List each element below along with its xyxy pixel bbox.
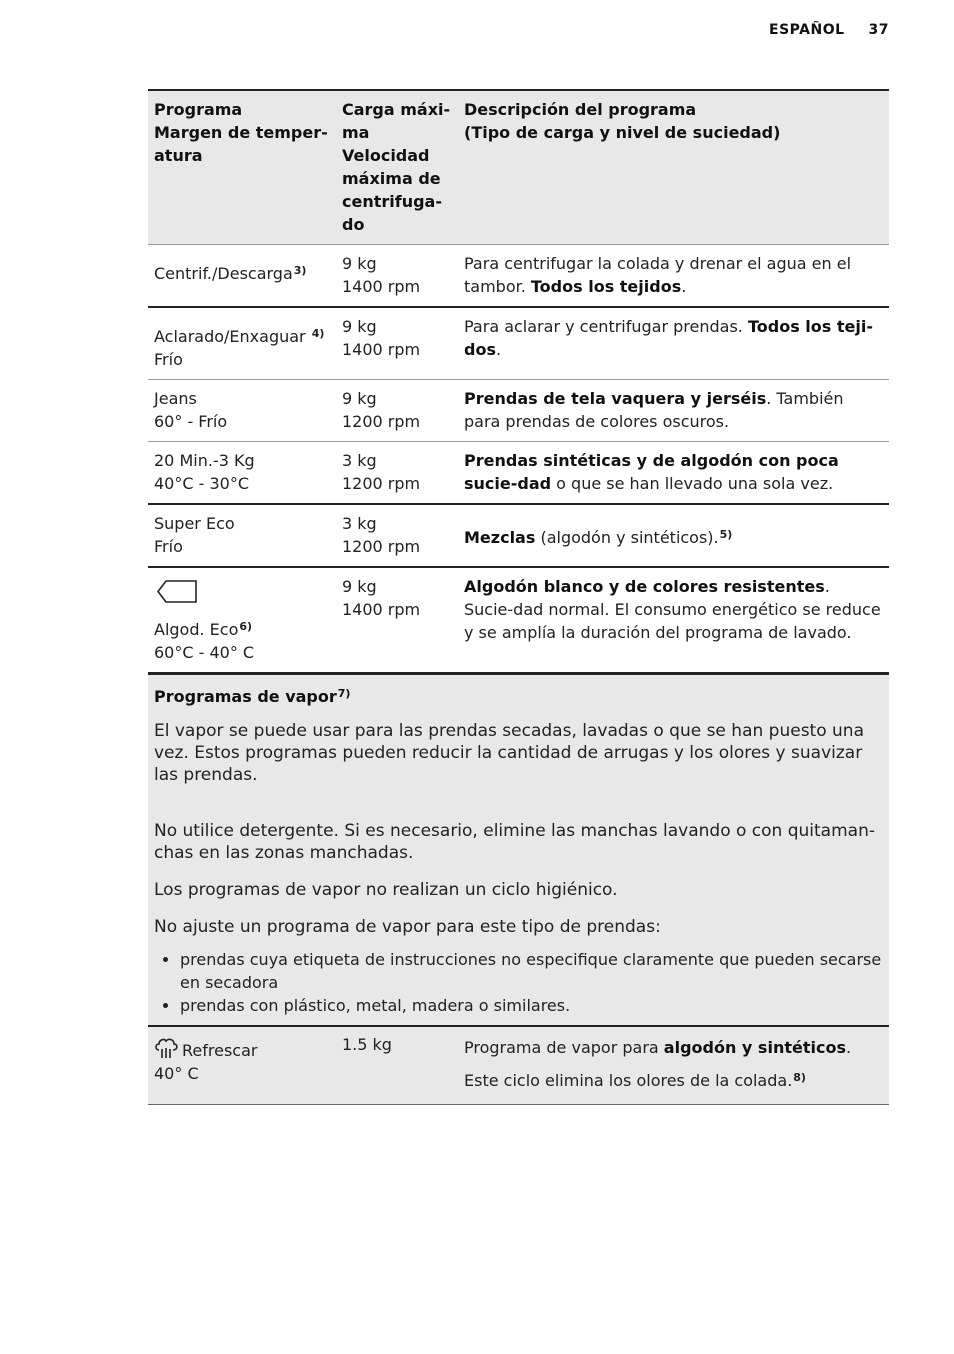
programs-table — [148, 89, 889, 1105]
steam-icon — [154, 1037, 178, 1059]
program-temp: 40° C — [154, 1064, 199, 1083]
table-row — [148, 245, 889, 308]
program-speed: 1400 rpm — [342, 277, 421, 296]
program-cell — [148, 505, 336, 566]
load-cell — [336, 245, 458, 306]
load-cell — [336, 442, 458, 503]
program-cell — [148, 568, 336, 672]
program-speed: 1200 rpm — [342, 412, 421, 431]
eco-label-icon — [156, 579, 198, 605]
table-header-row — [148, 91, 889, 245]
table-row-refrescar — [148, 1027, 889, 1105]
program-name: Centrif./Descarga$^{3)}$ — [154, 264, 307, 283]
header-programa: Programa Margen de temper- atura — [154, 100, 328, 165]
program-name: Jeans — [154, 389, 197, 408]
program-temp: 60° - Frío — [154, 412, 228, 431]
program-load: 3 kg — [342, 451, 377, 470]
program-temp: 40°C - 30°C — [154, 474, 250, 493]
footnote-ref: 5) — [719, 528, 733, 541]
footnote-ref: 3) — [293, 264, 307, 277]
load-cell — [336, 505, 458, 566]
program-load: 9 kg — [342, 577, 377, 596]
program-name: Aclarado/Enxaguar $^{4)}$ — [154, 327, 325, 346]
program-cell — [148, 245, 336, 306]
description-cell: Mezclas (algodón y sintéticos).$^{5)}$ — [464, 528, 733, 547]
steam-bullet-list — [154, 948, 883, 1017]
program-temp: Frío — [154, 537, 183, 556]
program-name: Refrescar — [182, 1041, 258, 1060]
steam-paragraph: El vapor se puede usar para las prendas secadas, lavadas o que se han puesto una vez. Estos programas pueden reducir la cantidad de arrugas y los olores y suavizar las prendas. — [154, 721, 864, 785]
program-load: 9 kg — [342, 254, 377, 273]
description-cell: Programa de vapor para algodón y sintéticos. Este ciclo elimina los olores de la colada.$^{8)}$ — [464, 1038, 852, 1090]
description-cell: Para aclarar y centrifugar prendas. Todos los teji-dos. — [464, 317, 873, 359]
header-carga: Carga máxi- ma Velocidad máxima de centrifuga- do — [342, 100, 451, 234]
page-number: 37 — [868, 22, 889, 38]
table-row — [148, 505, 889, 568]
program-name: 20 Min.-3 Kg — [154, 451, 255, 470]
program-speed: 1400 rpm — [342, 600, 421, 619]
load-cell — [336, 380, 458, 441]
load-cell — [336, 308, 458, 379]
program-name: Algod. Eco$^{6)}$ — [154, 620, 253, 639]
table-row — [148, 308, 889, 380]
program-speed: 1200 rpm — [342, 474, 421, 493]
program-cell — [148, 442, 336, 503]
steam-paragraph: Los programas de vapor no realizan un ciclo higiénico. — [154, 880, 618, 900]
list-item: • prendas cuya etiqueta de instrucciones no especifique claramente que pueden secarse en secadora — [180, 948, 883, 994]
program-temp: Frío — [154, 350, 183, 369]
program-rows — [148, 245, 889, 674]
description-cell: Prendas de tela vaquera y jerséis. También para prendas de colores oscuros. — [464, 389, 844, 431]
steam-section — [148, 674, 889, 1027]
steam-paragraph: No utilice detergente. Si es necesario, elimine las manchas lavando o con quitaman-chas en las zonas manchadas. — [154, 821, 875, 863]
table-row — [148, 568, 889, 674]
steam-section-title: Programas de vapor$^{7)}$ — [154, 687, 351, 706]
description-cell: Para centrifugar la colada y drenar el agua en el tambor. Todos los tejidos. — [464, 254, 852, 296]
program-cell — [148, 1027, 336, 1104]
language-label: ESPAÑOL — [769, 22, 845, 38]
program-speed: 1200 rpm — [342, 537, 421, 556]
program-load: 3 kg — [342, 514, 377, 533]
program-speed: 1400 rpm — [342, 340, 421, 359]
program-cell — [148, 380, 336, 441]
header-descripcion: Descripción del programa (Tipo de carga y nivel de suciedad) — [464, 100, 781, 142]
table-row — [148, 442, 889, 505]
program-name: Super Eco — [154, 514, 235, 533]
load-cell — [336, 1027, 458, 1104]
program-load: 1.5 kg — [342, 1035, 392, 1054]
footnote-ref: 8) — [793, 1071, 806, 1084]
description-cell: Prendas sintéticas y de algodón con poca sucie-dad o que se han llevado una sola vez. — [464, 451, 839, 493]
description-cell: Algodón blanco y de colores resistentes. Sucie-dad normal. El consumo energético se reduce y se amplía la duración del programa de lavado. — [464, 577, 881, 642]
program-load: 9 kg — [342, 317, 377, 336]
list-item: • prendas con plástico, metal, madera o similares. — [180, 994, 883, 1017]
footnote-ref: 6) — [239, 620, 253, 633]
table-row — [148, 380, 889, 442]
program-load: 9 kg — [342, 389, 377, 408]
footnote-ref: 4) — [311, 327, 325, 340]
program-cell — [148, 308, 336, 379]
program-temp: 60°C - 40° C — [154, 643, 255, 662]
load-cell — [336, 568, 458, 672]
steam-paragraph: No ajuste un programa de vapor para este tipo de prendas: — [154, 917, 661, 937]
page-header — [769, 22, 889, 38]
